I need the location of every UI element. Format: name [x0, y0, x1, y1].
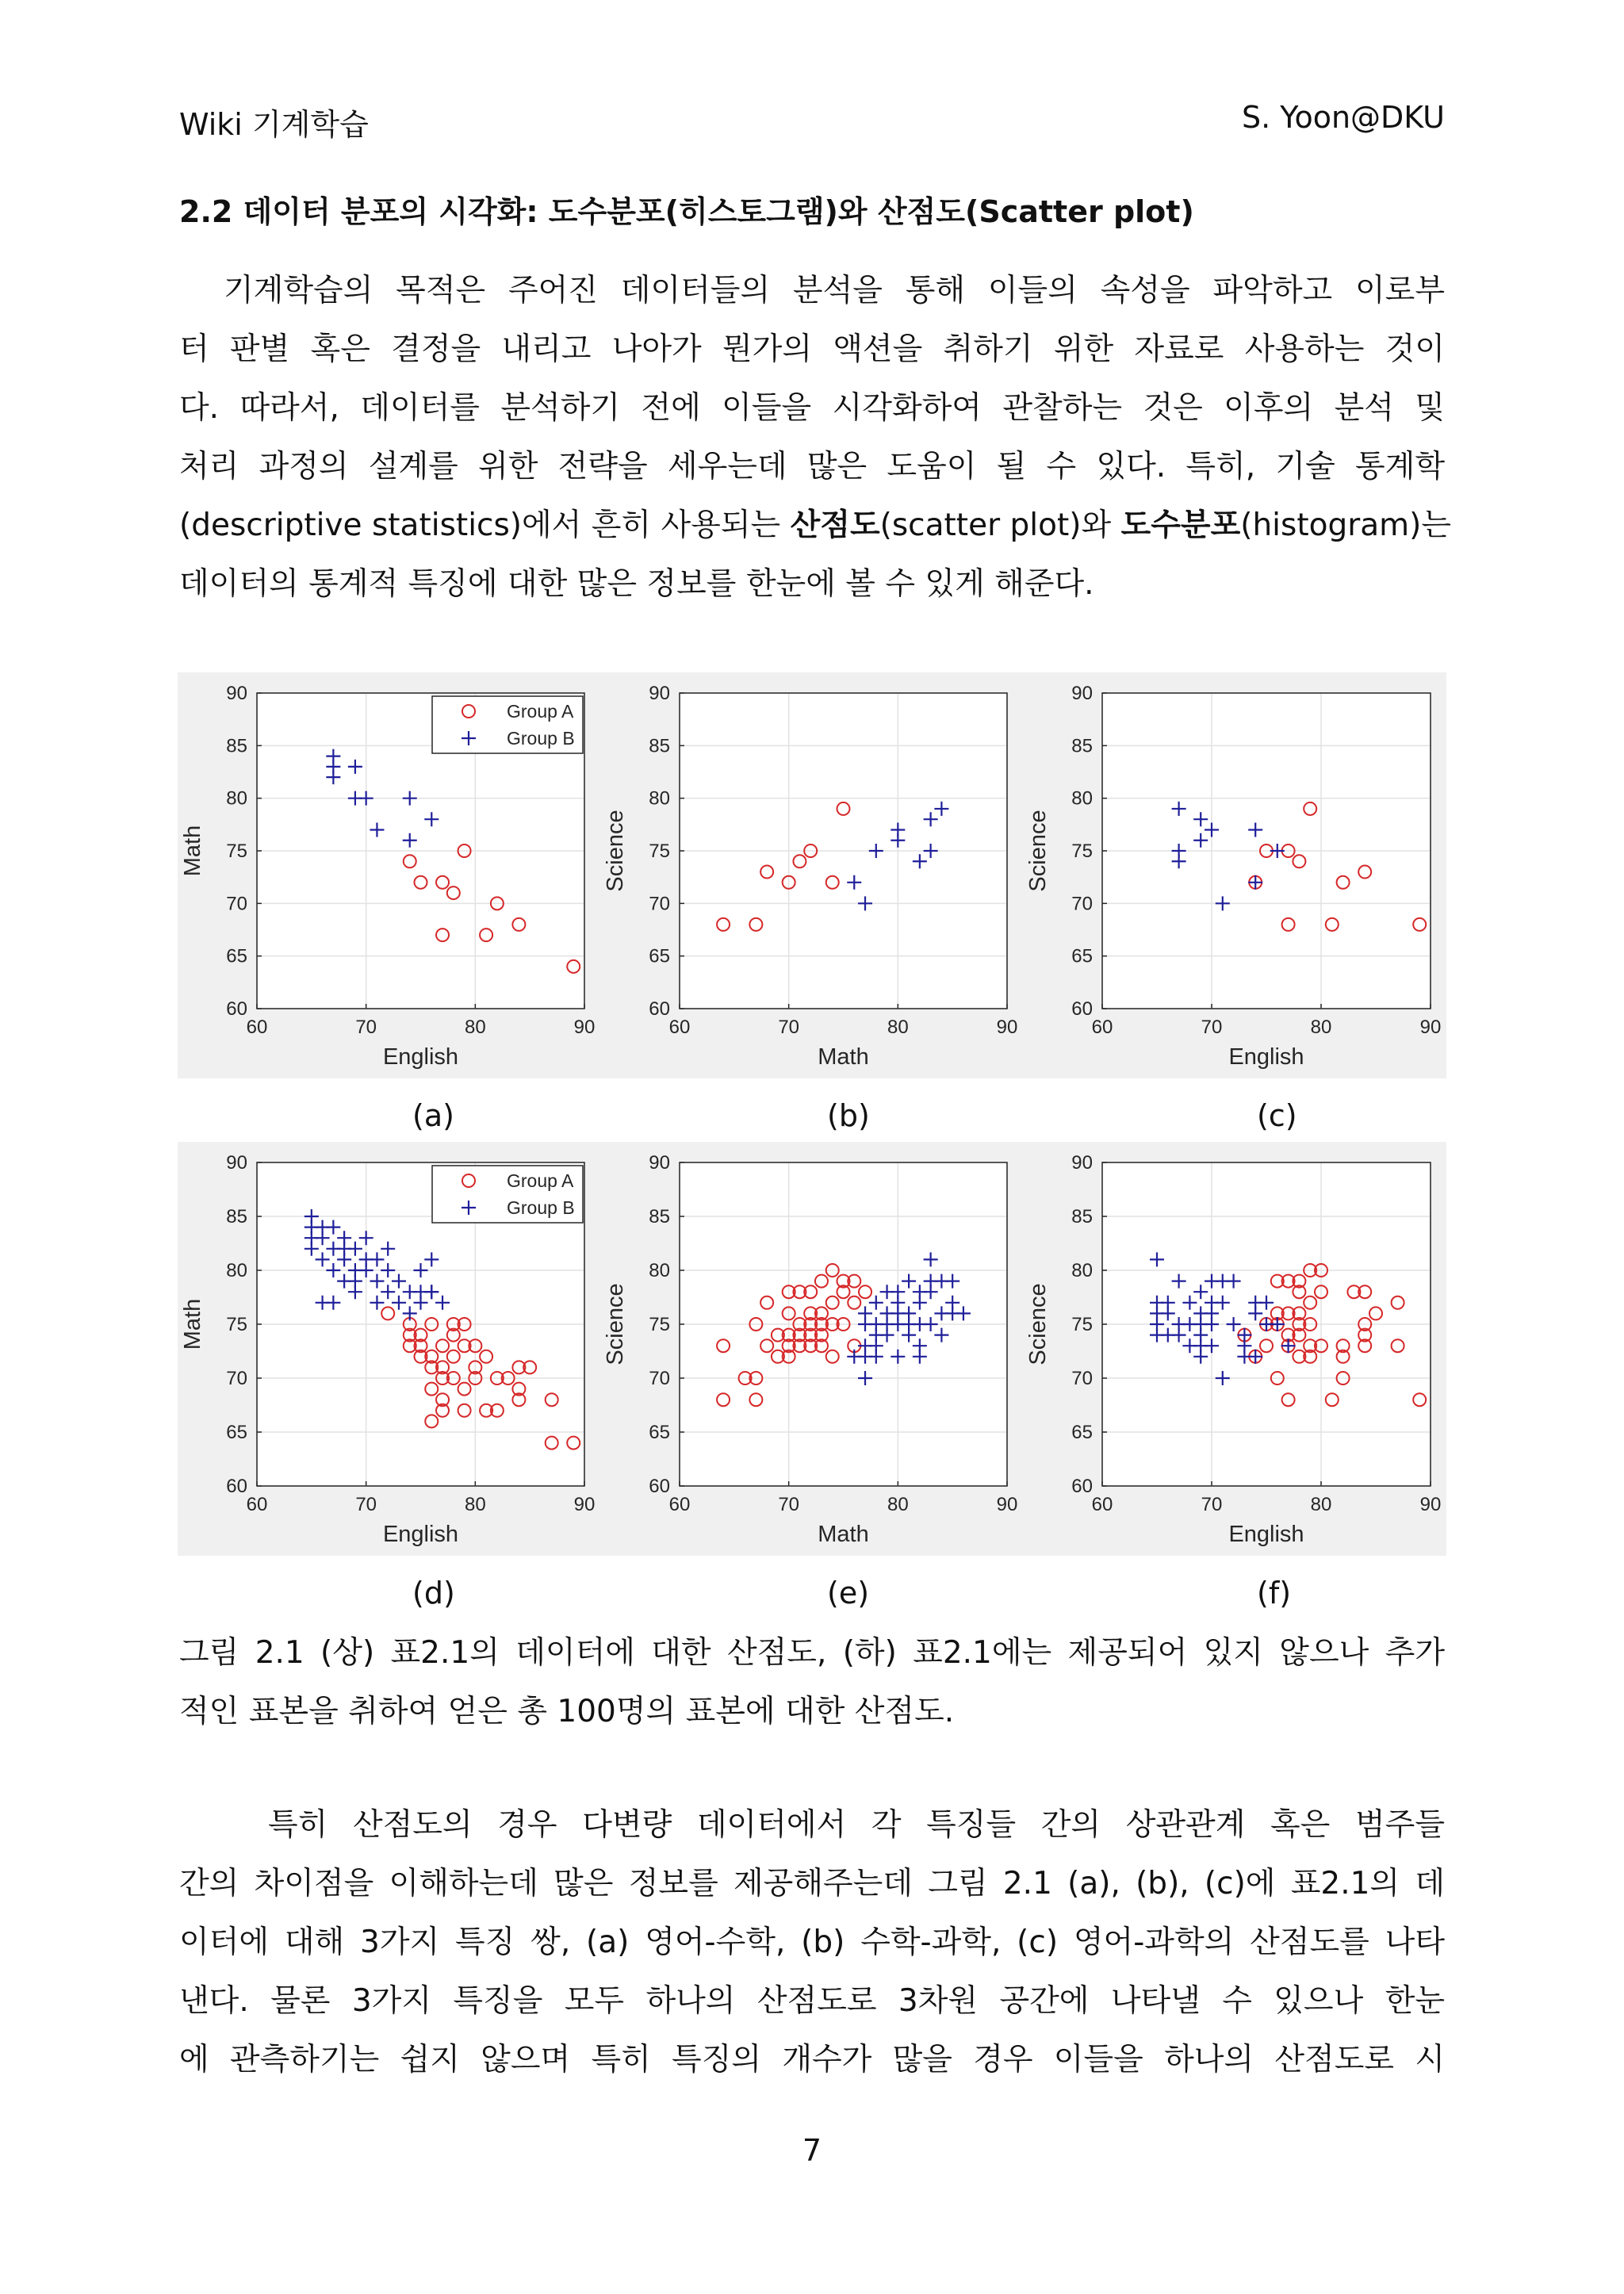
y-tick-label: 60: [1071, 998, 1093, 1020]
y-tick-label: 85: [649, 735, 670, 757]
legend: [432, 696, 583, 753]
intro-line: 기계학습의 목적은 주어진 데이터들의 분석을 통해 이들의 속성을 파악하고 이로부: [224, 273, 1445, 308]
x-tick-label: 60: [246, 1017, 268, 1038]
panel-label-c: (c): [1257, 1098, 1297, 1133]
x-tick-label: 80: [887, 1017, 909, 1038]
x-tick-label: 80: [887, 1494, 909, 1515]
caption-line: 그림 2.1 (상) 표2.1의 데이터에 대한 산점도, (하) 표2.1에는 제공되어 있지 않으나 추가: [179, 1635, 1445, 1671]
intro-line: 처리 과정의 설계를 위한 전략을 세우는데 많은 도움이 될 수 있다. 특히, 기술 통계학: [179, 449, 1445, 484]
y-axis-label: Science: [1025, 1283, 1051, 1365]
y-tick-label: 90: [1071, 683, 1093, 704]
y-tick-label: 80: [649, 1260, 670, 1281]
y-tick-label: 70: [1071, 893, 1093, 915]
body-line: 낸다. 물론 3가지 특징을 모두 하나의 산점도로 3차원 공간에 나타낼 수 있으나 한눈: [179, 1983, 1445, 2019]
y-tick-label: 60: [226, 1476, 247, 1497]
x-tick-label: 60: [668, 1017, 691, 1038]
x-axis-label: English: [1228, 1522, 1304, 1547]
x-tick-label: 60: [1091, 1017, 1113, 1038]
panel-label-d: (d): [412, 1576, 455, 1610]
intro-text: (histogram)는: [1240, 507, 1452, 543]
figure-caption: [179, 1624, 1445, 1741]
x-tick-label: 60: [1091, 1494, 1113, 1515]
body-line: 특히 산점도의 경우 다변량 데이터에서 각 특징들 간의 상관관계 혹은 범주들: [268, 1807, 1445, 1843]
y-tick-label: 75: [1071, 841, 1093, 862]
y-tick-label: 65: [226, 945, 247, 967]
x-axis-label: Math: [818, 1522, 869, 1547]
y-tick-label: 85: [649, 1206, 670, 1227]
y-axis-label: Science: [1025, 810, 1051, 892]
y-tick-label: 85: [1071, 1206, 1093, 1227]
legend: [432, 1166, 583, 1223]
x-axis-label: English: [1228, 1044, 1304, 1070]
legend-label: Group B: [507, 1197, 575, 1218]
figure-row-bottom: [178, 1142, 1446, 1556]
legend-label: Group A: [507, 701, 574, 722]
legend-label: Group B: [507, 728, 575, 749]
y-tick-label: 60: [649, 1476, 670, 1497]
y-tick-label: 70: [649, 1368, 670, 1389]
x-tick-label: 90: [996, 1494, 1018, 1515]
panel-label-b: (b): [827, 1098, 870, 1133]
x-tick-label: 80: [464, 1017, 486, 1038]
section-title: 2.2 데이터 분포의 시각화: 도수분포(히스토그램)와 산점도(Scatter plot): [179, 194, 1194, 229]
y-tick-label: 90: [649, 1152, 670, 1174]
y-tick-label: 60: [649, 998, 670, 1020]
y-tick-label: 65: [226, 1422, 247, 1443]
y-tick-label: 70: [226, 1368, 247, 1389]
y-tick-label: 75: [649, 1314, 670, 1335]
intro-line: 다. 따라서, 데이터를 분석하기 전에 이들을 시각화하여 관찰하는 것은 이후의 분석 및: [179, 390, 1445, 426]
body-line: 간의 차이점을 이해하는데 많은 정보를 제공해주는데 그림 2.1 (a), (b), (c)에 표2.1의 데: [179, 1866, 1445, 1901]
y-tick-label: 75: [649, 841, 670, 862]
y-tick-label: 65: [649, 945, 670, 967]
y-axis-label: Science: [603, 1283, 628, 1365]
panel-label-a: (a): [412, 1098, 454, 1133]
scatter-chart-a: [178, 672, 600, 1078]
x-tick-label: 90: [573, 1494, 596, 1515]
y-axis-label: Math: [180, 1298, 205, 1350]
y-tick-label: 65: [1071, 1422, 1093, 1443]
x-tick-label: 80: [1310, 1017, 1332, 1038]
y-tick-label: 90: [1071, 1152, 1093, 1174]
x-tick-label: 80: [464, 1494, 486, 1515]
x-tick-label: 70: [1201, 1494, 1223, 1515]
y-tick-label: 60: [226, 998, 247, 1020]
y-tick-label: 90: [226, 1152, 247, 1174]
x-tick-label: 60: [668, 1494, 691, 1515]
y-tick-label: 85: [226, 735, 247, 757]
y-tick-label: 85: [1071, 735, 1093, 757]
panel-label-f: (f): [1257, 1576, 1292, 1610]
panel-label-e: (e): [827, 1576, 870, 1610]
y-tick-label: 80: [649, 787, 670, 810]
x-tick-label: 70: [355, 1017, 377, 1038]
x-tick-label: 90: [1419, 1017, 1442, 1038]
y-tick-label: 80: [226, 1260, 247, 1281]
x-tick-label: 70: [355, 1494, 377, 1515]
intro-bold-scatter: 산점도: [790, 507, 880, 543]
y-tick-label: 75: [226, 1314, 247, 1335]
y-tick-label: 85: [226, 1206, 247, 1227]
y-tick-label: 65: [649, 1422, 670, 1443]
body-paragraph: [179, 1796, 1445, 2089]
x-tick-label: 70: [778, 1494, 800, 1515]
x-tick-label: 60: [246, 1494, 268, 1515]
y-tick-label: 90: [649, 683, 670, 704]
scatter-chart-d: [178, 1142, 600, 1556]
intro-text: (descriptive statistics)에서 흔히 사용되는: [179, 507, 791, 543]
body-line: 에 관측하기는 쉽지 않으며 특히 특징의 개수가 많을 경우 이들을 하나의 산점도로 시: [179, 2042, 1445, 2078]
page-number: 7: [802, 2133, 822, 2168]
intro-paragraph: [179, 262, 1452, 614]
legend-label: Group A: [507, 1170, 574, 1191]
x-tick-label: 70: [1201, 1017, 1223, 1038]
intro-bold-histogram: 도수분포: [1120, 507, 1241, 543]
y-tick-label: 80: [1071, 1260, 1093, 1281]
scatter-chart-e: [600, 1142, 1023, 1556]
y-tick-label: 75: [1071, 1314, 1093, 1335]
caption-line: 적인 표본을 취하여 얻은 총 100명의 표본에 대한 산점도.: [179, 1694, 955, 1729]
x-axis-label: English: [382, 1522, 459, 1547]
x-axis-label: Math: [818, 1044, 869, 1070]
intro-text: (scatter plot)와: [879, 507, 1121, 543]
x-tick-label: 70: [778, 1017, 800, 1038]
y-tick-label: 70: [649, 893, 670, 915]
x-tick-label: 80: [1310, 1494, 1332, 1515]
y-tick-label: 80: [1071, 787, 1093, 810]
intro-line: 데이터의 통계적 특징에 대한 많은 정보를 한눈에 볼 수 있게 해준다.: [179, 566, 1094, 602]
y-axis-label: Science: [603, 810, 628, 892]
y-tick-label: 90: [226, 683, 247, 704]
y-tick-label: 70: [1071, 1368, 1093, 1389]
y-tick-label: 75: [226, 841, 247, 862]
y-tick-label: 80: [226, 787, 247, 810]
x-tick-label: 90: [996, 1017, 1018, 1038]
header-right: S. Yoon@DKU: [1242, 100, 1445, 135]
y-tick-label: 60: [1071, 1476, 1093, 1497]
intro-line-5: [179, 496, 1452, 555]
y-tick-label: 70: [226, 893, 247, 915]
scatter-chart-f: [1023, 1142, 1446, 1556]
y-tick-label: 65: [1071, 945, 1093, 967]
x-tick-label: 90: [1419, 1494, 1442, 1515]
x-tick-label: 90: [573, 1017, 596, 1038]
body-line: 이터에 대해 3가지 특징 쌍, (a) 영어-수학, (b) 수학-과학, (c) 영어-과학의 산점도를 나타: [179, 1924, 1445, 1960]
intro-line: 터 판별 혹은 결정을 내리고 나아가 뭔가의 액션을 취하기 위한 자료로 사용하는 것이: [179, 331, 1445, 367]
figure-row-top: [178, 672, 1446, 1078]
scatter-chart-b: [600, 672, 1023, 1078]
x-axis-label: English: [382, 1044, 459, 1070]
scatter-chart-c: [1023, 672, 1446, 1078]
y-axis-label: Math: [180, 825, 205, 877]
header-left: Wiki 기계학습: [179, 107, 369, 142]
